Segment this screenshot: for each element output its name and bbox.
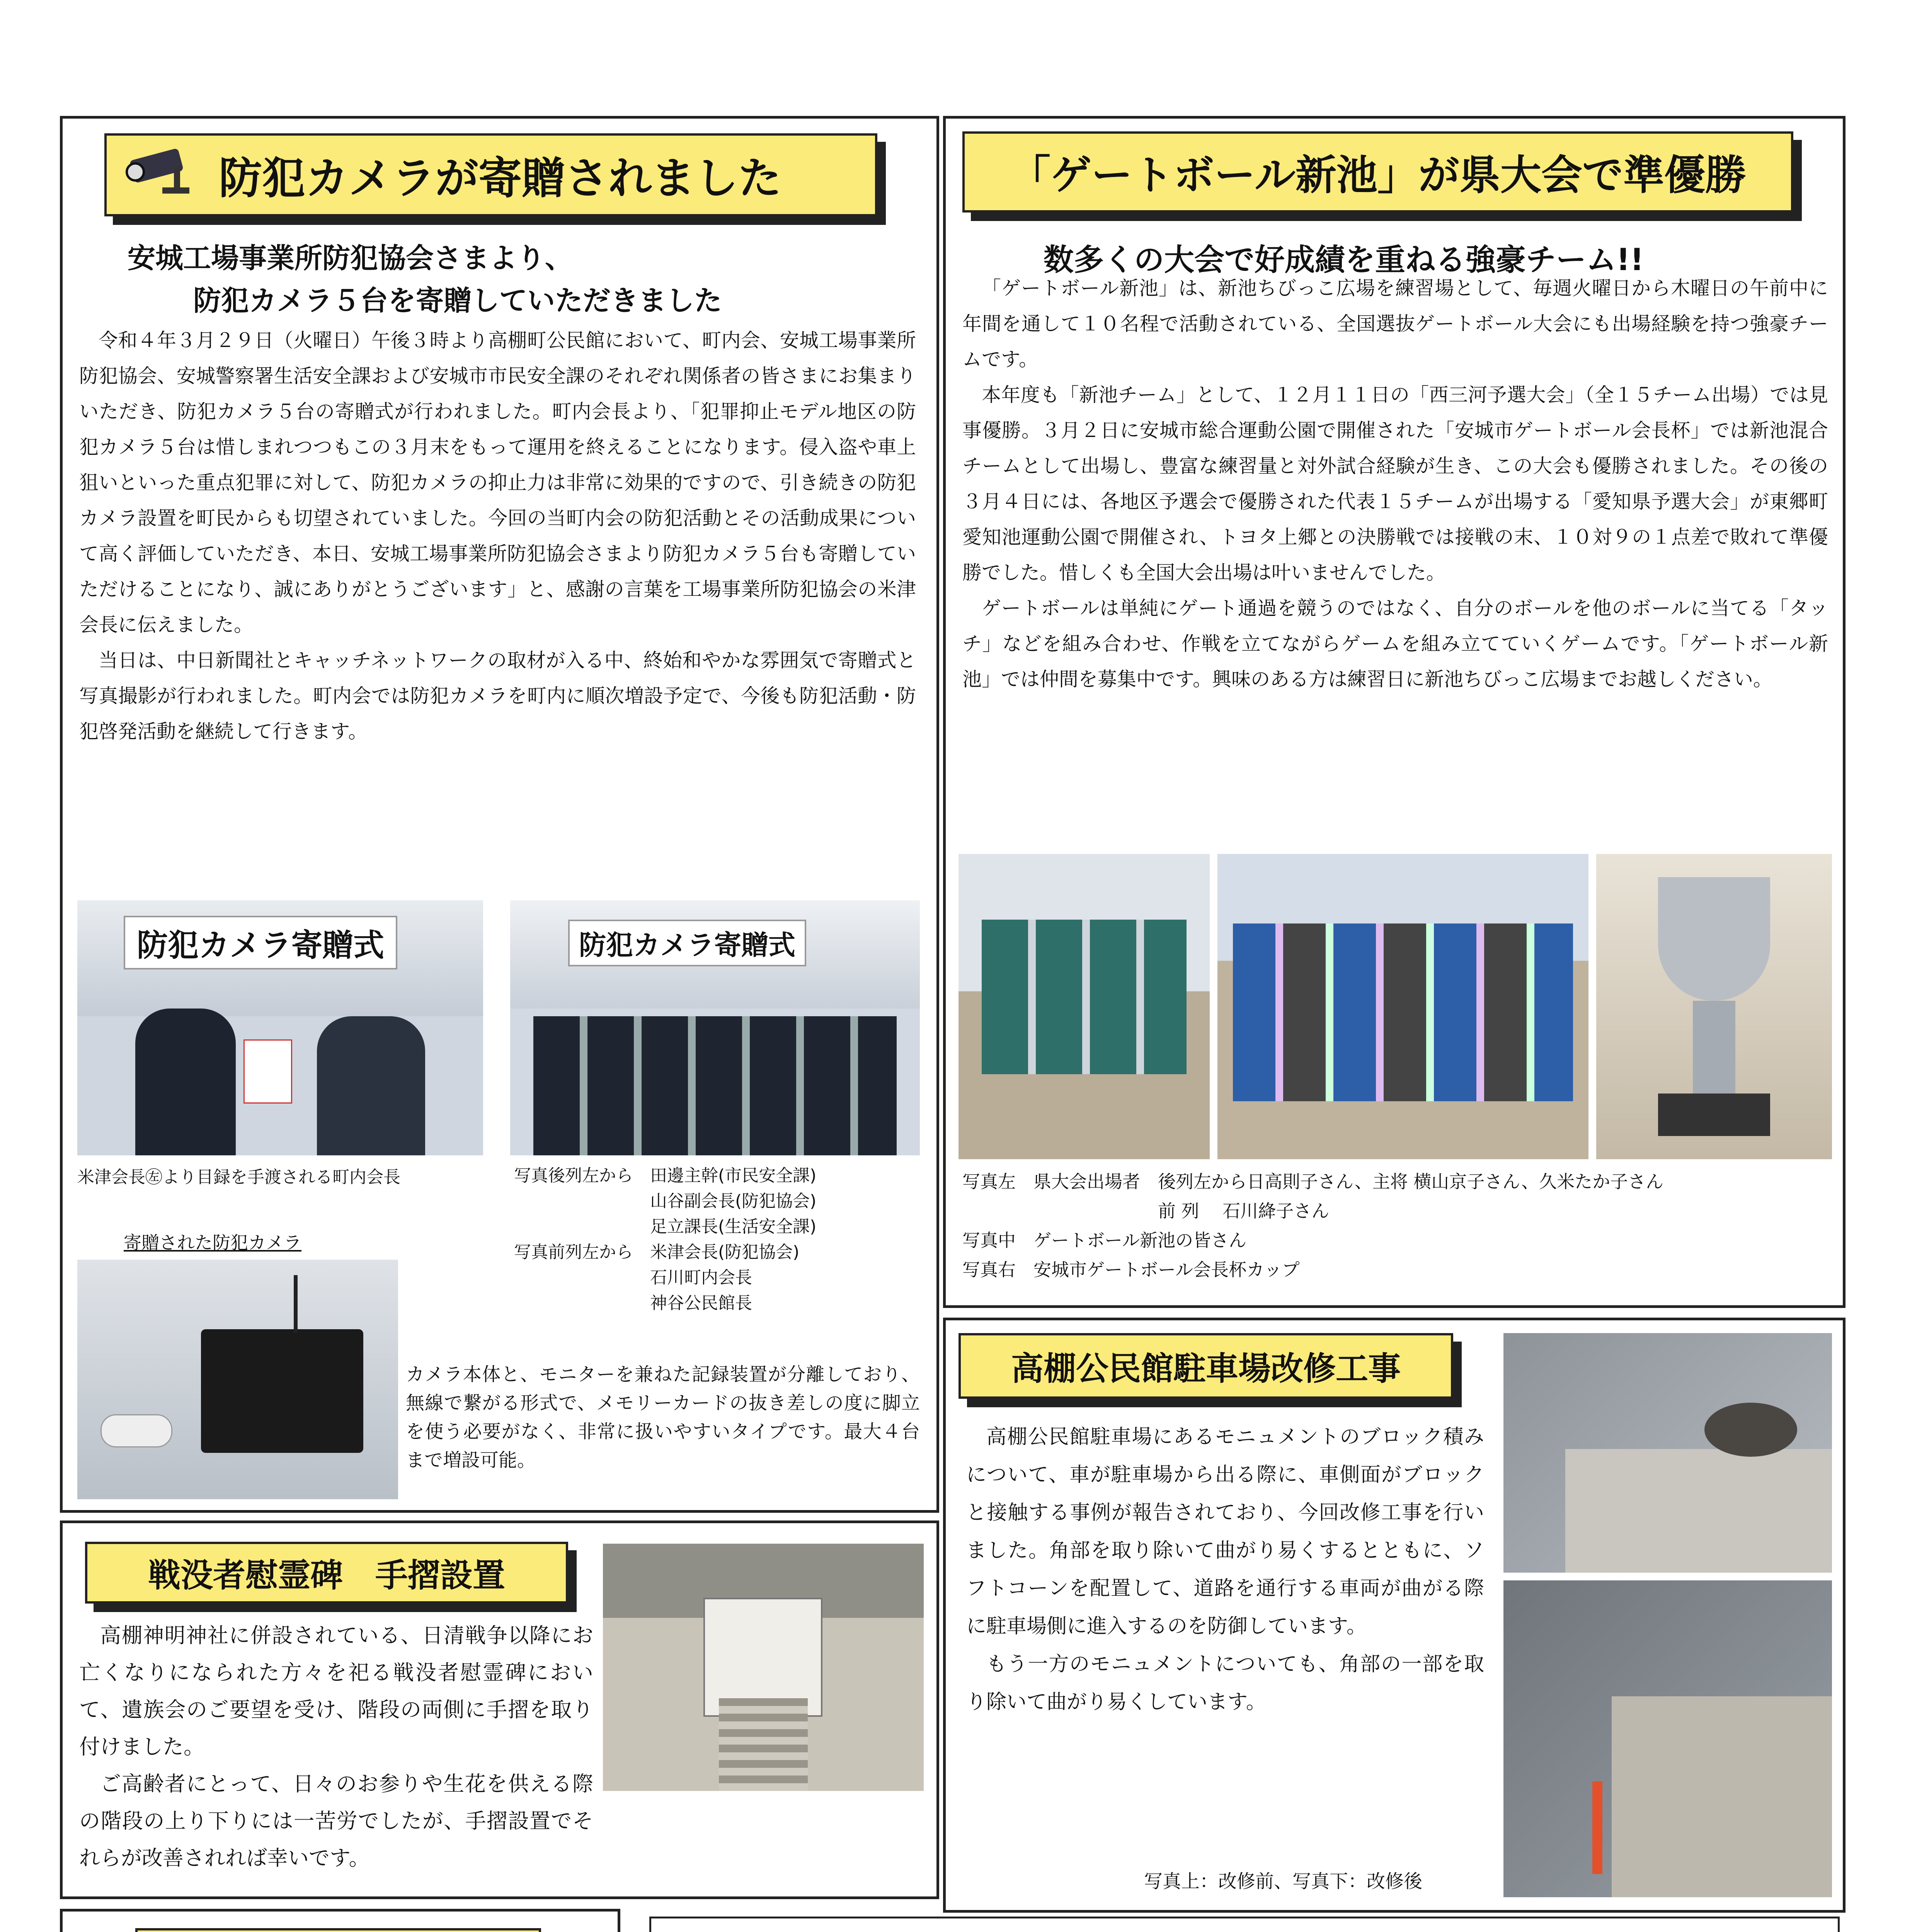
gateball-title: 「ゲートボール新池」が県大会で準優勝 — [1010, 151, 1746, 199]
parking-before-photo — [1503, 1333, 1832, 1573]
gateball-subtitle: 数多くの大会で好成績を重ねる強豪チーム!! — [1044, 243, 1644, 277]
ceremony-caption-left: 米津会長㊧より目録を手渡される町内会長 — [77, 1167, 400, 1187]
parking-header — [958, 1333, 1453, 1399]
parking-paragraph-2: もう一方のモニュメントについても、角部の一部を取り除いて曲がり易くしています。 — [966, 1653, 1484, 1714]
gateball-paragraph-1: 「ゲートボール新池」は、新池ちびっこ広場を練習場として、毎週火曜日から木曜日の午前中に年間を通して１０名程で活動されている、全国選抜ゲートボール大会にも出場経験を持つ強豪チームです。 — [962, 277, 1828, 371]
parking-title: 高棚公民館駐車場改修工事 — [1011, 1349, 1401, 1388]
gateball-trophy-photo — [1596, 854, 1832, 1159]
gateball-header — [962, 131, 1793, 213]
donated-camera-label: 寄贈された防犯カメラ — [124, 1232, 301, 1253]
security-camera-icon — [116, 143, 193, 209]
memorial-title: 戦没者慰霊碑 手摺設置 — [148, 1556, 505, 1594]
camera-paragraph-2: 当日は、中日新聞社とキャッチネットワークの取材が入る中、終始和やかな雰囲気で寄贈式と写真撮影が行われました。町内会では防犯カメラを町内に順次増設予定で、今後も防犯活動・防犯啓発活動を継続して行きます。 — [79, 649, 916, 743]
request-header — [135, 1928, 541, 1932]
gateball-body — [962, 270, 1828, 697]
donated-camera-photo — [77, 1260, 398, 1499]
memorial-header — [85, 1542, 568, 1604]
header-title: 防犯カメラが寄贈されました — [219, 153, 781, 204]
camera-paragraph-1: 令和４年３月２９日（火曜日）午後３時より高棚町公民館において、町内会、安城工場事業所防犯協会、安城警察署生活安全課および安城市市民安全課のそれぞれ関係者の皆さまにお集まりいただき、防犯カメラ５台の寄贈式が行われました。町内会長より、「犯罪抑止モデル地区の防犯カメラ５台は惜しまれつつもこの３月末をもって運用を終えることになります。侵入盗や車上狙いといった重点犯罪に対して、防犯カメラの抑止力は非常に効果的ですので、引き続きの防犯カメラ設置を町民からも切望されていました。今回の当町内会の防犯活動とその活動成果について高く評価していただき、本日、安城工場事業所防犯協会さまより防犯カメラ５台も寄贈していただけることになり、誠にありがとうございます」と、感謝の言葉を工場事業所防犯協会の米津会長に伝えました。 — [79, 329, 916, 636]
camera-body — [79, 323, 916, 749]
memorial-paragraph-2: ご高齢者にとって、日々のお参りや生花を供える際の階段の上り下りには一苦労でしたが、手摺設置でそれらが改善されれば幸いです。 — [79, 1772, 593, 1870]
parking-after-photo — [1503, 1580, 1832, 1897]
ceremony-photo-right — [510, 900, 920, 1155]
gateball-photo-left — [958, 854, 1210, 1159]
camera-subtitle-2: 防犯カメラ５台を寄贈していただきました — [193, 284, 722, 317]
parking-body — [966, 1418, 1484, 1721]
ceremony-photo-left — [77, 900, 483, 1155]
gateball-photo-middle — [1217, 854, 1588, 1159]
camera-description — [406, 1360, 920, 1475]
camera-header — [104, 133, 877, 216]
ceremony-sign: 防犯カメラ寄贈式 — [124, 916, 397, 969]
gateball-caption: 写真左 県大会出場者 後列左から日高則子さん、主将 横山京子さん、久米たか子さん 前 列 石川絳子さん 写真中 ゲートボール新池の皆さん 写真右 安城市ゲートボール会長杯カップ — [962, 1171, 1664, 1280]
ceremony-sign-right: 防犯カメラ寄贈式 — [568, 920, 806, 966]
gateball-paragraph-2: 本年度も「新池チーム」として、１２月１１日の「西三河予選大会」（全１５チーム出場）では見事優勝。３月２日に安城市総合運動公園で開催された「安城市ゲートボール会長杯」では新池混合チームとして出場し、豊富な練習量と対外試合経験が生き、この大会も優勝されました。その後の３月４日には、各地区予選会で優勝された代表１５チームが出場する「愛知県予選大会」が東郷町愛知池運動公園で開催され、トヨタ上郷との決勝戦では接戦の末、１０対９の１点差で敗れて準優勝でした。惜しくも全国大会出場は叶いませんでした。 — [962, 384, 1828, 584]
ceremony-caption-right: 写真後列左から 田邊主幹(市民安全課) 山谷副会長(防犯協会) 足立課長(生活安全課) 写真前列左から 米津会長(防犯協会) 石川町内会長 神谷公民館長 — [514, 1166, 817, 1313]
memorial-paragraph-1: 高棚神明神社に併設されている、日清戦争以降にお亡くなりになられた方々を祀る戦没者慰霊碑において、遺族会のご要望を受け、階段の両側に手摺を取り付けました。 — [79, 1623, 593, 1759]
memorial-body — [79, 1617, 593, 1877]
camera-description-text: カメラ本体と、モニターを兼ねた記録装置が分離しており、無線で繋がる形式で、メモリーカードの抜き差しの度に脚立を使う必要がなく、非常に扱いやすいタイプです。最大４台まで増設可能。 — [406, 1364, 920, 1471]
cafe-title — [672, 1928, 1705, 1932]
parking-caption: 写真上：改修前、写真下：改修後 — [1144, 1871, 1423, 1892]
camera-subtitle-1: 安城工場事業所防犯協会さまより、 — [128, 242, 573, 274]
parking-paragraph-1: 高棚公民館駐車場にあるモニュメントのブロック積みについて、車が駐車場から出る際に、車側面がブロックと接触する事例が報告されており、今回改修工事を行いました。角部を取り除いて曲がり易くするとともに、ソフトコーンを配置して、道路を通行する車両が曲がる際に駐車場側に進入するのを防御しています。 — [966, 1425, 1484, 1638]
gateball-paragraph-3: ゲートボールは単純にゲート通過を競うのではなく、自分のボールを他のボールに当てる「タッチ」などを組み合わせ、作戦を立てながらゲームを組み立てていくゲームです。「ゲートボール新池」では仲間を募集中です。興味のある方は練習日に新池ちびっこ広場までお越しください。 — [962, 597, 1828, 690]
memorial-photo — [603, 1544, 924, 1791]
